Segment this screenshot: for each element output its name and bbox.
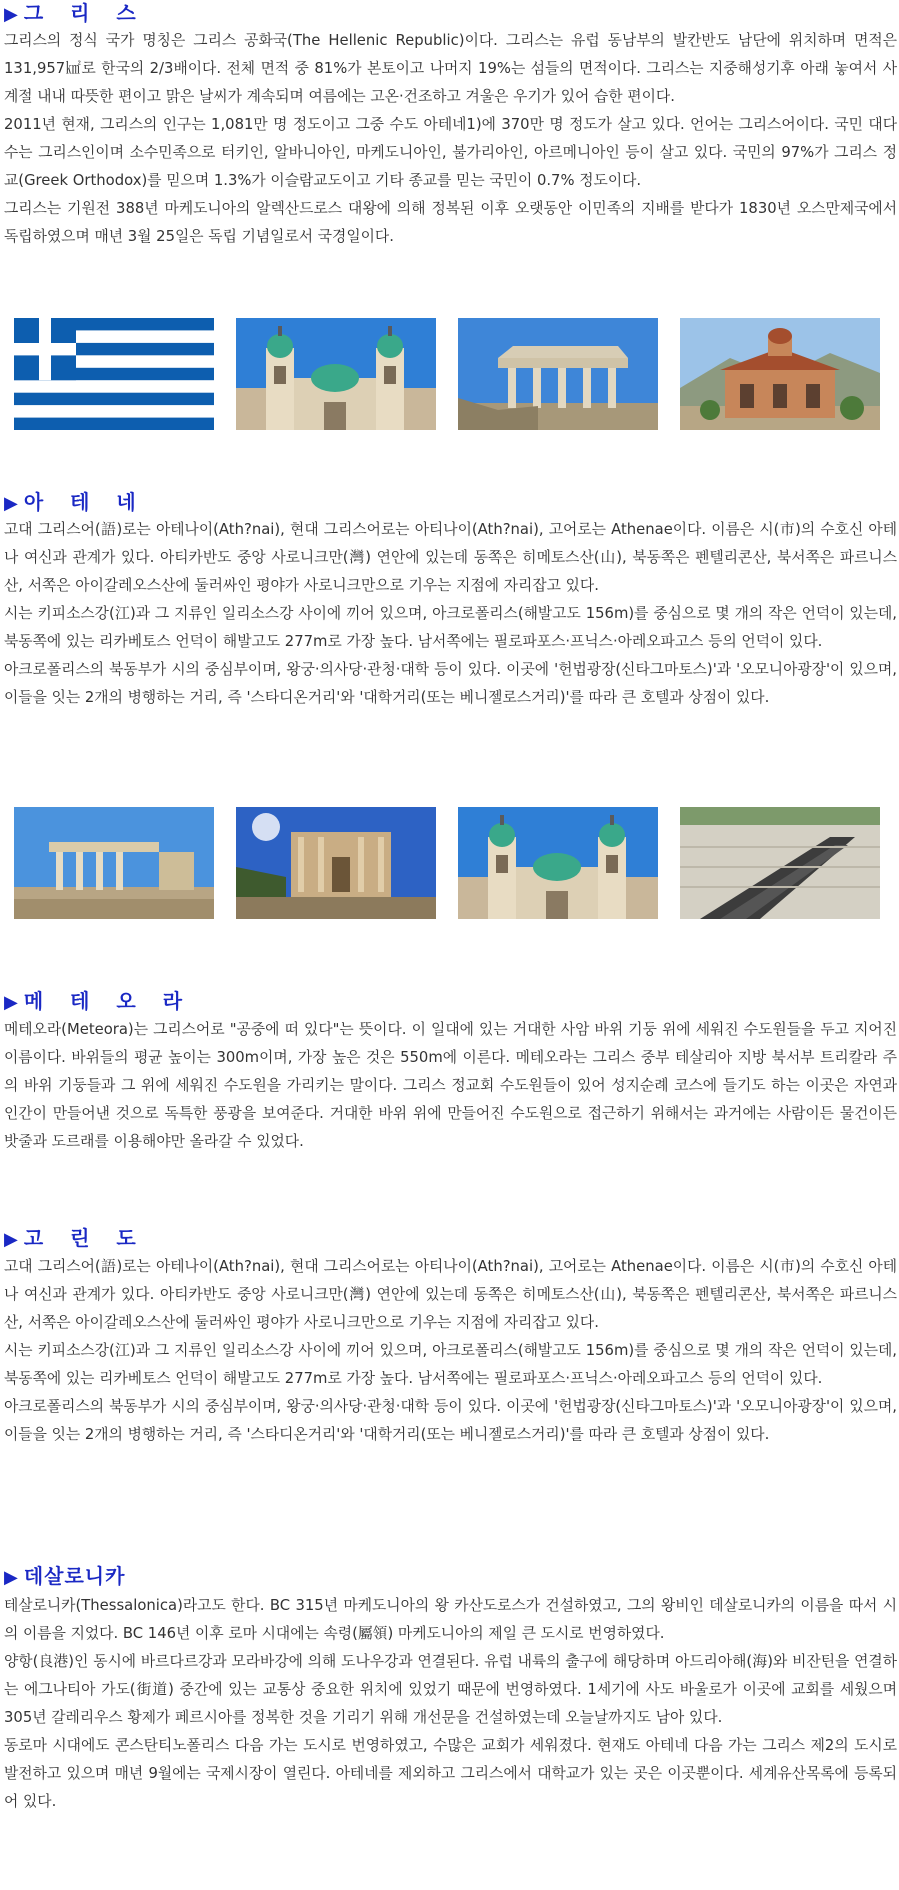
triangle-marker-icon: ▶ xyxy=(4,1229,18,1250)
paragraph: 테살로니카(Thessalonica)라고도 한다. BC 315년 마케도니아의 왕 카산도로스가 건설하였고, 그의 왕비인 데살로니카의 이름을 따서 시의 이름을 지었다. BC 146년 이후 로마 시대에는 속령(屬領) 마케도니아의 제일 큰 도시로 번영하였다. xyxy=(4,1597,897,1642)
stadium-image xyxy=(680,807,880,919)
paragraph: 메테오라(Meteora)는 그리스어로 "공중에 떠 있다"는 뜻이다. 이 일대에 있는 거대한 사암 바위 기둥 위에 세워진 수도원들을 두고 지어진 이름이다. 바위들의 평균 높이는 300m이며, 가장 높은 것은 550m에 이른다. 메테오라는 그리스 중부 테살리아 지방 북서부 트리칼라 주의 바위 기둥들과 그 위에 세워진 수도원을 가리키는 말이다. 그리스 정교회 수도원들이 있어 성지순례 코스에 들기도 하는 이곳은 자연과 인간이 만들어낸 것으로 독특한 풍광을 보여준다. 거대한 바위 위에 만들어진 수도원으로 접근하기 위해서는 과거에는 사람이든 물건이든 밧줄과 도르래를 이용해야만 올라갈 수 있었다. xyxy=(4,1021,897,1150)
paragraph: 아크로폴리스의 북동부가 시의 중심부이며, 왕궁·의사당·관청·대학 등이 있다. 이곳에 '헌법광장(신타그마토스)'과 '오모니아광장'이 있으며, 이들을 잇는 2개의 병행하는 거리, 즉 '스타디온거리'와 '대학거리(또는 베니젤로스거리)'를 따라 큰 호텔과 상점이 있다. xyxy=(4,1398,897,1443)
paragraph: 양항(良港)인 동시에 바르다르강과 모라바강에 의해 도나우강과 연결된다. 유럽 내륙의 출구에 해당하며 아드리아해(海)와 비잔틴을 연결하는 에그나티아 가도(街道) 중간에 있는 교통상 중요한 위치에 있었기 때문에 번영하였다. 1세기에 사도 바울로가 이곳에 교회를 세웠으며 305년 갈레리우스 황제가 페르시아를 정복한 것을 기리기 위해 개선문을 건설하였는데 오늘날까지도 남아 있다. xyxy=(4,1653,897,1726)
section-thessaloniki-body xyxy=(4,1592,897,1816)
triangle-marker-icon: ▶ xyxy=(4,1567,18,1588)
heading-athens: ▶ 아 테 네 xyxy=(4,490,146,514)
paragraph: 그리스는 기원전 388년 마케도니아의 알렉산드로스 대왕에 의해 정복된 이후 오랫동안 이민족의 지배를 받다가 1830년 오스만제국에서 독립하였으며 매년 3월 25일은 독립 기념일로서 국경일이다. xyxy=(4,200,897,245)
church-twin-towers-image xyxy=(236,318,436,430)
triangle-marker-icon: ▶ xyxy=(4,4,18,25)
paragraph: 고대 그리스어(語)로는 아테나이(Ath?nai), 현대 그리스어로는 아티나이(Ath?nai), 고어로는 Athenae이다. 이름은 시(市)의 수호신 아테나 여신과 관계가 있다. 아티카반도 중앙 사로니크만(灣) 연안에 있는데 동쪽은 히메토스산(山), 북동쪽은 펜텔리콘산, 북서쪽은 파르니스산, 서쪽은 아이갈레오스산에 둘러싸인 평야가 사로니크만으로 기우는 지점에 자리잡고 있다. xyxy=(4,521,897,594)
triangle-marker-icon: ▶ xyxy=(4,992,18,1013)
heading-corinth: ▶ 고 린 도 xyxy=(4,1226,146,1250)
heading-thessaloniki: ▶ 데살로니카 xyxy=(4,1564,126,1588)
ancient-temple-image xyxy=(458,318,658,430)
paragraph: 시는 키피소스강(江)과 그 지류인 일리소스강 사이에 끼어 있으며, 아크로폴리스(해발고도 156m)를 중심으로 몇 개의 작은 언덕이 있는데, 북동쪽에 있는 리카베토스 언덕이 해발고도 277m로 가장 높다. 남서쪽에는 필로파포스·프닉스·아레오파고스 등의 언덕이 있다. xyxy=(4,605,897,650)
greek-flag-image xyxy=(14,318,214,430)
orthodox-church-image xyxy=(680,318,880,430)
paragraph: 시는 키피소스강(江)과 그 지류인 일리소스강 사이에 끼어 있으며, 아크로폴리스(해발고도 156m)를 중심으로 몇 개의 작은 언덕이 있는데, 북동쪽에 있는 리카베토스 언덕이 해발고도 277m로 가장 높다. 남서쪽에는 필로파포스·프닉스·아레오파고스 등의 언덕이 있다. xyxy=(4,1342,897,1387)
paragraph: 동로마 시대에도 콘스탄티노폴리스 다음 가는 도시로 번영하였고, 수많은 교회가 세워졌다. 현재도 아테네 다음 가는 그리스 제2의 도시로 발전하고 있으며 매년 9월에는 국제시장이 열린다. 아테네를 제외하고 그리스에서 대학교가 있는 곳은 이곳뿐이다. 세계유산목록에 등록되어 있다. xyxy=(4,1737,897,1810)
photo-row-athens xyxy=(14,807,894,919)
church-twin-towers-image xyxy=(458,807,658,919)
paragraph: 고대 그리스어(語)로는 아테나이(Ath?nai), 현대 그리스어로는 아티나이(Ath?nai), 고어로는 Athenae이다. 이름은 시(市)의 수호신 아테나 여신과 관계가 있다. 아티카반도 중앙 사로니크만(灣) 연안에 있는데 동쪽은 히메토스산(山), 북동쪽은 펜텔리콘산, 북서쪽은 파르니스산, 서쪽은 아이갈레오스산에 둘러싸인 평야가 사로니크만으로 기우는 지점에 자리잡고 있다. xyxy=(4,1258,897,1331)
photo-row-greece xyxy=(14,318,894,430)
paragraph: 그리스의 정식 국가 명칭은 그리스 공화국(The Hellenic Republic)이다. 그리스는 유럽 동남부의 발칸반도 남단에 위치하며 면적은 131,957㎢로 한국의 2/3배이다. 전체 면적 중 81%가 본토이고 나머지 19%는 섬들의 면적이다. 그리스는 지중해성기후 아래 놓여서 사계절 내내 따뜻한 편이고 맑은 날씨가 계속되며 여름에는 고온·건조하고 겨울은 우기가 있어 습한 편이다. xyxy=(4,32,897,105)
library-ruins-image xyxy=(236,807,436,919)
heading-greece: ▶ 그 리 스 xyxy=(4,1,146,25)
triangle-marker-icon: ▶ xyxy=(4,493,18,514)
section-athens-body xyxy=(4,516,897,712)
paragraph: 2011년 현재, 그리스의 인구는 1,081만 명 정도이고 그중 수도 아테네1)에 370만 명 정도가 살고 있다. 언어는 그리스어이다. 국민 대다수는 그리스인이며 소수민족으로 터키인, 알바니아인, 마케도니아인, 불가리아인, 아르메니아인 등이 살고 있다. 국민의 97%가 그리스 정교(Greek Orthodox)를 믿으며 1.3%가 이슬람교도이고 기타 종교를 믿는 국민이 0.7% 정도이다. xyxy=(4,116,897,189)
section-corinth-body xyxy=(4,1253,897,1449)
erechtheion-image xyxy=(14,807,214,919)
paragraph: 아크로폴리스의 북동부가 시의 중심부이며, 왕궁·의사당·관청·대학 등이 있다. 이곳에 '헌법광장(신타그마토스)'과 '오모니아광장'이 있으며, 이들을 잇는 2개의 병행하는 거리, 즉 '스타디온거리'와 '대학거리(또는 베니젤로스거리)'를 따라 큰 호텔과 상점이 있다. xyxy=(4,661,897,706)
section-meteora-body xyxy=(4,1016,897,1156)
heading-meteora: ▶ 메 테 오 라 xyxy=(4,989,193,1013)
section-greece-body xyxy=(4,27,897,251)
